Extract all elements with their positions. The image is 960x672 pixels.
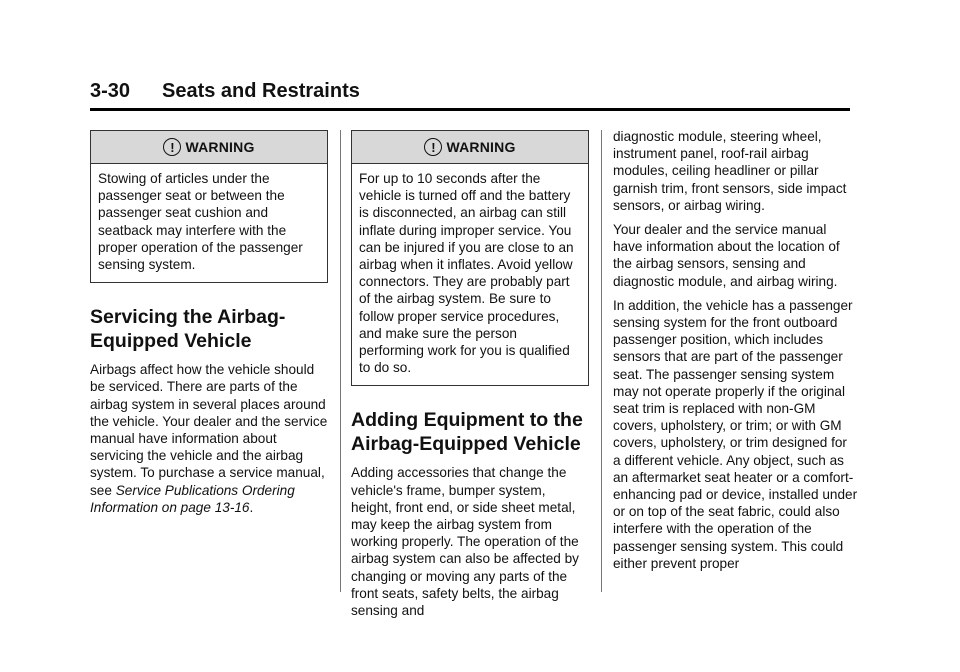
exclamation-circle-icon: !	[424, 138, 442, 156]
section-title: Seats and Restraints	[162, 80, 360, 102]
page-header	[90, 80, 850, 111]
body-paragraph: Your dealer and the service manual have information about the location of the airbag sensors, sensing and diagnostic module, and airbag wiring.	[613, 222, 840, 289]
paragraph-text: Airbags affect how the vehicle should be serviced. There are parts of the airbag system in several places around the vehicle. Your dealer and the service manual have information about servicing the vehicle and the airbag system. To purchase a service manual, see	[90, 362, 328, 498]
column-1	[90, 130, 328, 523]
body-paragraph: diagnostic module, steering wheel, instrument panel, roof-rail airbag modules, ceiling headliner or pillar garnish trim, front sensors, side impact sensors, or airbag wiring.	[613, 129, 847, 213]
warning-text: Stowing of articles under the passenger seat or between the passenger seat cushion and seatback may interfere with the proper operation of the passenger sensing system.	[98, 171, 303, 273]
warning-header	[91, 131, 327, 164]
column-2	[351, 130, 589, 626]
column-divider	[601, 130, 602, 592]
body-paragraph: Adding accessories that change the vehicle's frame, bumper system, height, front end, or side sheet metal, may keep the airbag system from working properly. The operation of the airbag system can also be affected by changing or moving any parts of the front seats, safety belts, the airbag sensing and	[351, 465, 579, 619]
cross-reference-link[interactable]: Service Publications Ordering Information on page 13-16	[90, 482, 295, 515]
body-paragraph	[90, 361, 328, 516]
paragraph-end: .	[249, 499, 254, 515]
column-divider	[340, 130, 341, 592]
section-heading: Adding Equipment to the Airbag-Equipped Vehicle	[351, 409, 583, 456]
warning-text: For up to 10 seconds after the vehicle is turned off and the battery is disconnected, an airbag can still inflate during improper service. You can be injured if you are close to an airbag when it inflates. Avoid yellow connectors. They are probably part of the airbag system. Be sure to follow proper service procedures, and make sure the person performing work for you is qualified to do so.	[359, 171, 574, 376]
page-number: 3-30	[90, 80, 131, 102]
section-heading: Servicing the Airbag-Equipped Vehicle	[90, 306, 286, 353]
warning-header	[352, 131, 588, 164]
body-paragraph: In addition, the vehicle has a passenger sensing system for the front outboard passenger position, which includes sensors that are part of the passenger seat. The passenger sensing system may not operate properly if the original seat trim is replaced with non-GM covers, upholstery, or trim; or with GM covers, upholstery, or trim designed for a different vehicle. Any object, such as an aftermarket seat heater or a comfort-enhancing pad or device, installed under or on top of the seat fabric, could also interfere with the operation of the passenger sensing system. This could either prevent proper	[613, 297, 858, 571]
warning-box	[351, 130, 589, 386]
warning-label: WARNING	[446, 139, 516, 155]
exclamation-circle-icon: !	[163, 138, 181, 156]
column-3	[613, 128, 858, 579]
warning-box	[90, 130, 328, 283]
warning-label: WARNING	[185, 139, 255, 155]
